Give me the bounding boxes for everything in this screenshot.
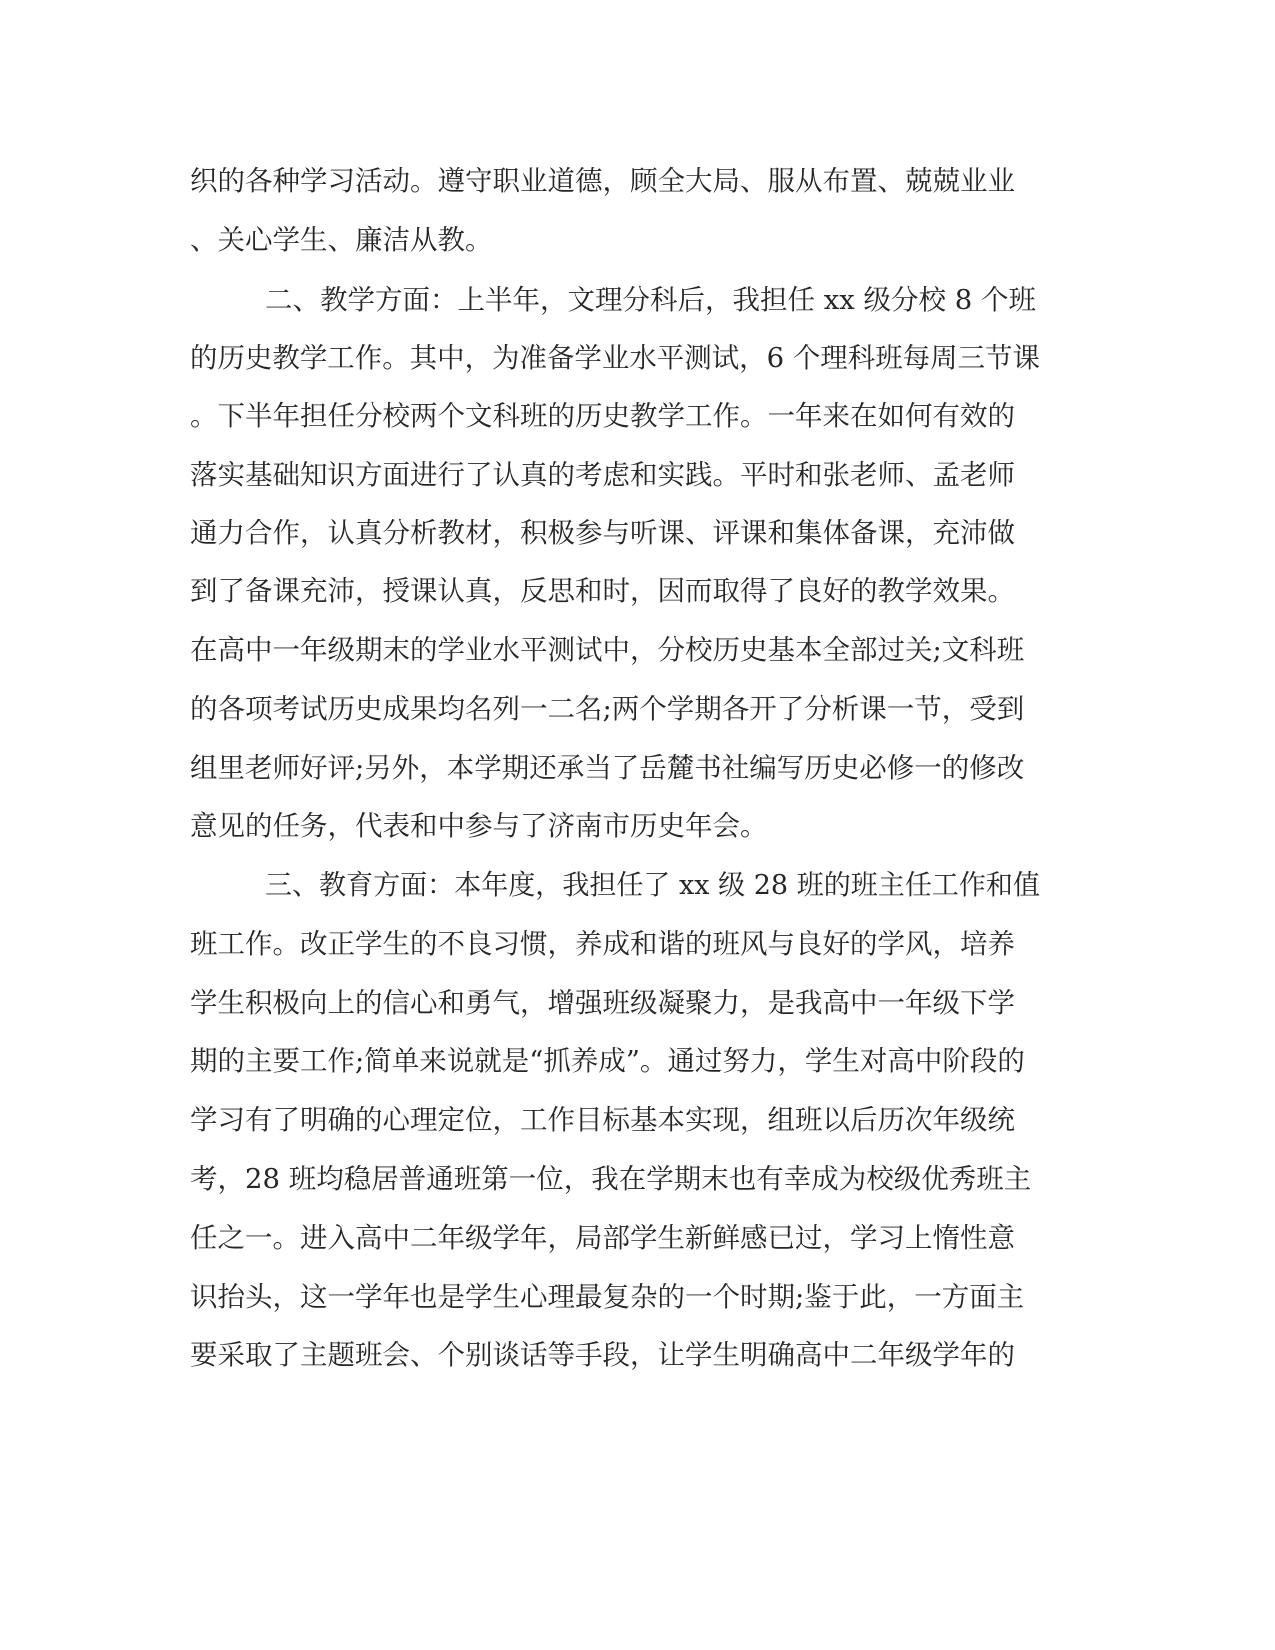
text-line: 织的各种学习活动。遵守职业道德，顾全大局、服从布置、兢兢业业: [190, 165, 1015, 197]
text-line: 考，28 班均稳居普通班第一位，我在学期末也有幸成为校级优秀班主: [190, 1163, 1032, 1195]
text-line: 在高中一年级期末的学业水平测试中，分校历史基本全部过关;文科班: [190, 634, 1025, 666]
text-line: 意见的任务，代表和中参与了济南市历史年会。: [190, 810, 768, 842]
paragraph-heading-teaching: 二、教学方面：上半年，文理分科后，我担任 xx 级分校 8 个班: [265, 284, 1036, 316]
text-line: 落实基础知识方面进行了认真的考虑和实践。平时和张老师、孟老师: [190, 459, 1015, 491]
text-line: 的各项考试历史成果均名列一二名;两个学期各开了分析课一节，受到: [190, 693, 1025, 725]
text-line: 班工作。改正学生的不良习惯，养成和谐的班风与良好的学风，培养: [190, 928, 1015, 960]
text-line: 到了备课充沛，授课认真，反思和时，因而取得了良好的教学效果。: [190, 575, 1015, 607]
paragraph-heading-education: 三、教育方面：本年度，我担任了 xx 级 28 班的班主任工作和值: [265, 869, 1041, 901]
text-line: 组里老师好评;另外，本学期还承当了岳麓书社编写历史必修一的修改: [190, 752, 1025, 784]
text-line: 期的主要工作;简单来说就是“抓养成”。通过努力，学生对高中阶段的: [190, 1045, 1025, 1077]
text-line: 学生积极向上的信心和勇气，增强班级凝聚力，是我高中一年级下学: [190, 987, 1015, 1019]
text-line: 要采取了主题班会、个别谈话等手段，让学生明确高中二年级学年的: [190, 1339, 1015, 1371]
text-line: 的历史教学工作。其中，为准备学业水平测试，6 个理科班每周三节课: [190, 342, 1040, 374]
text-line: 。下半年担任分校两个文科班的历史教学工作。一年来在如何有效的: [190, 400, 1015, 432]
text-line: 任之一。进入高中二年级学年，局部学生新鲜感已过，学习上惰性意: [190, 1222, 1015, 1254]
text-line: 学习有了明确的心理定位，工作目标基本实现，组班以后历次年级统: [190, 1104, 1015, 1136]
text-line: 、关心学生、廉洁从教。: [190, 224, 493, 256]
text-line: 通力合作，认真分析教材，积极参与听课、评课和集体备课，充沛做: [190, 517, 1015, 549]
text-line: 识抬头，这一学年也是学生心理最复杂的一个时期;鉴于此，一方面主: [190, 1281, 1025, 1313]
